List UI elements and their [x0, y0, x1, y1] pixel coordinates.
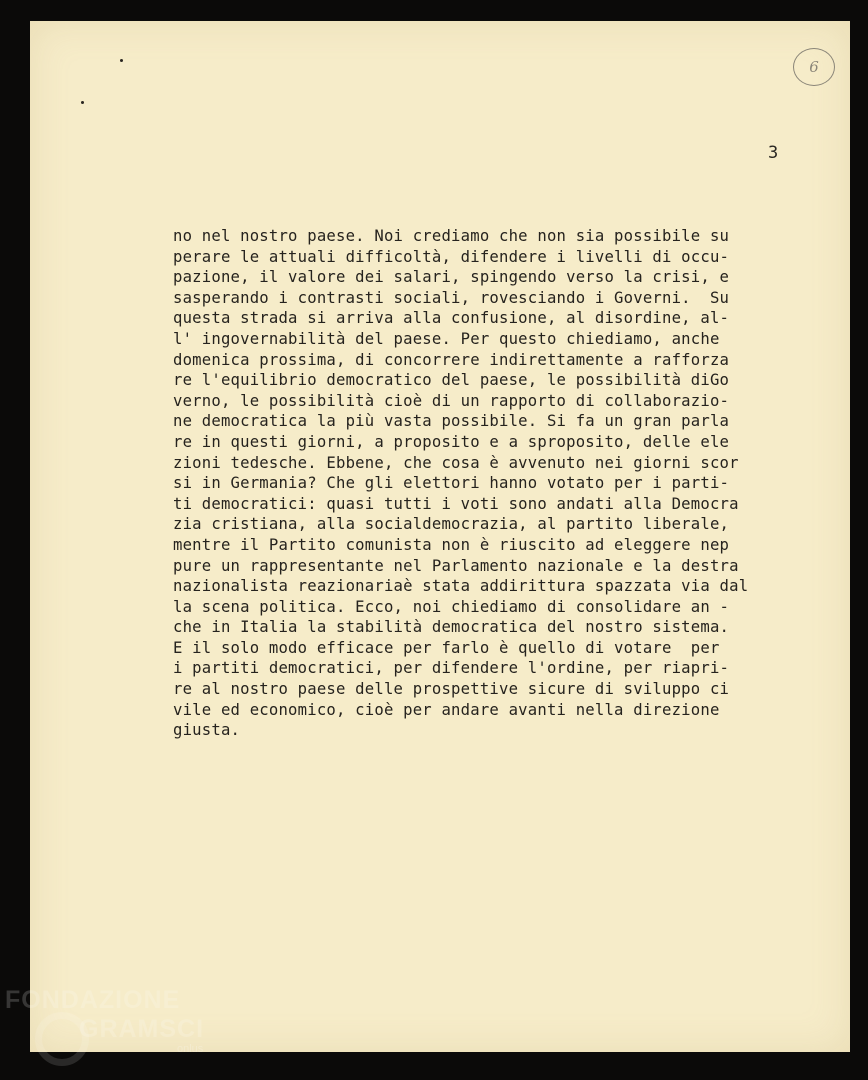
text-line: si in Germania? Che gli elettori hanno votato per i parti- — [173, 474, 730, 493]
ink-speck — [120, 59, 123, 62]
text-line: no nel nostro paese. Noi crediamo che non sia possibile su — [173, 227, 730, 245]
text-line: nazionalista reazionariaè stata addirittura spazzata via dal — [173, 577, 749, 596]
text-line: pazione, il valore dei salari, spingendo verso la crisi, e — [173, 268, 730, 287]
text-line: che in Italia la stabilità democratica del nostro sistema. — [173, 618, 730, 637]
ink-speck — [81, 101, 84, 104]
archive-number-stamp: 6 — [793, 48, 835, 86]
text-line: mentre il Partito comunista non è riuscito ad eleggere nep — [173, 535, 730, 554]
text-line: questa strada si arriva alla confusione, al disordine, al- — [173, 309, 730, 328]
watermark-line-2: GRAMSCI — [79, 1015, 205, 1043]
text-line: zia cristiana, alla socialdemocrazia, al partito liberale, — [173, 515, 730, 534]
text-line: giusta. — [173, 721, 241, 740]
text-line: re l'equilibrio democratico del paese, le possibilità diGo — [173, 371, 730, 390]
text-line: pure un rappresentante nel Parlamento nazionale e la destra — [173, 556, 739, 575]
typed-body-text — [173, 226, 813, 741]
document-page — [30, 21, 850, 1052]
text-line: domenica prossima, di concorrere indirettamente a rafforza — [173, 350, 730, 369]
watermark-line-1: FONDAZIONE — [5, 986, 181, 1014]
text-line: re al nostro paese delle prospettive sicure di sviluppo ci — [173, 680, 730, 699]
text-line: zioni tedesche. Ebbene, che cosa è avvenuto nei giorni scor — [173, 453, 739, 472]
text-line: verno, le possibilità cioè di un rapporto di collaborazio- — [173, 391, 730, 410]
text-line: ne democratica la più vasta possibile. Si fa un gran parla — [173, 412, 730, 431]
text-line: i partiti democratici, per difendere l'ordine, per riapri- — [173, 659, 730, 678]
text-line: re in questi giorni, a proposito e a sproposito, delle ele — [173, 432, 730, 451]
page-number: 3 — [768, 143, 779, 163]
text-line: sasperando i contrasti sociali, rovesciando i Governi. Su — [173, 288, 730, 307]
watermark-line-3: onlus — [177, 1043, 204, 1055]
text-line: E il solo modo efficace per farlo è quello di votare per — [173, 638, 720, 657]
text-line: perare le attuali difficoltà, difendere i livelli di occu- — [173, 247, 730, 266]
watermark — [5, 988, 204, 1055]
text-line: la scena politica. Ecco, noi chiediamo di consolidare an - — [173, 597, 730, 616]
text-line: vile ed economico, cioè per andare avanti nella direzione — [173, 700, 720, 719]
text-line: l' ingovernabilità del paese. Per questo chiediamo, anche — [173, 329, 720, 348]
text-line: ti democratici: quasi tutti i voti sono andati alla Democra — [173, 494, 739, 513]
